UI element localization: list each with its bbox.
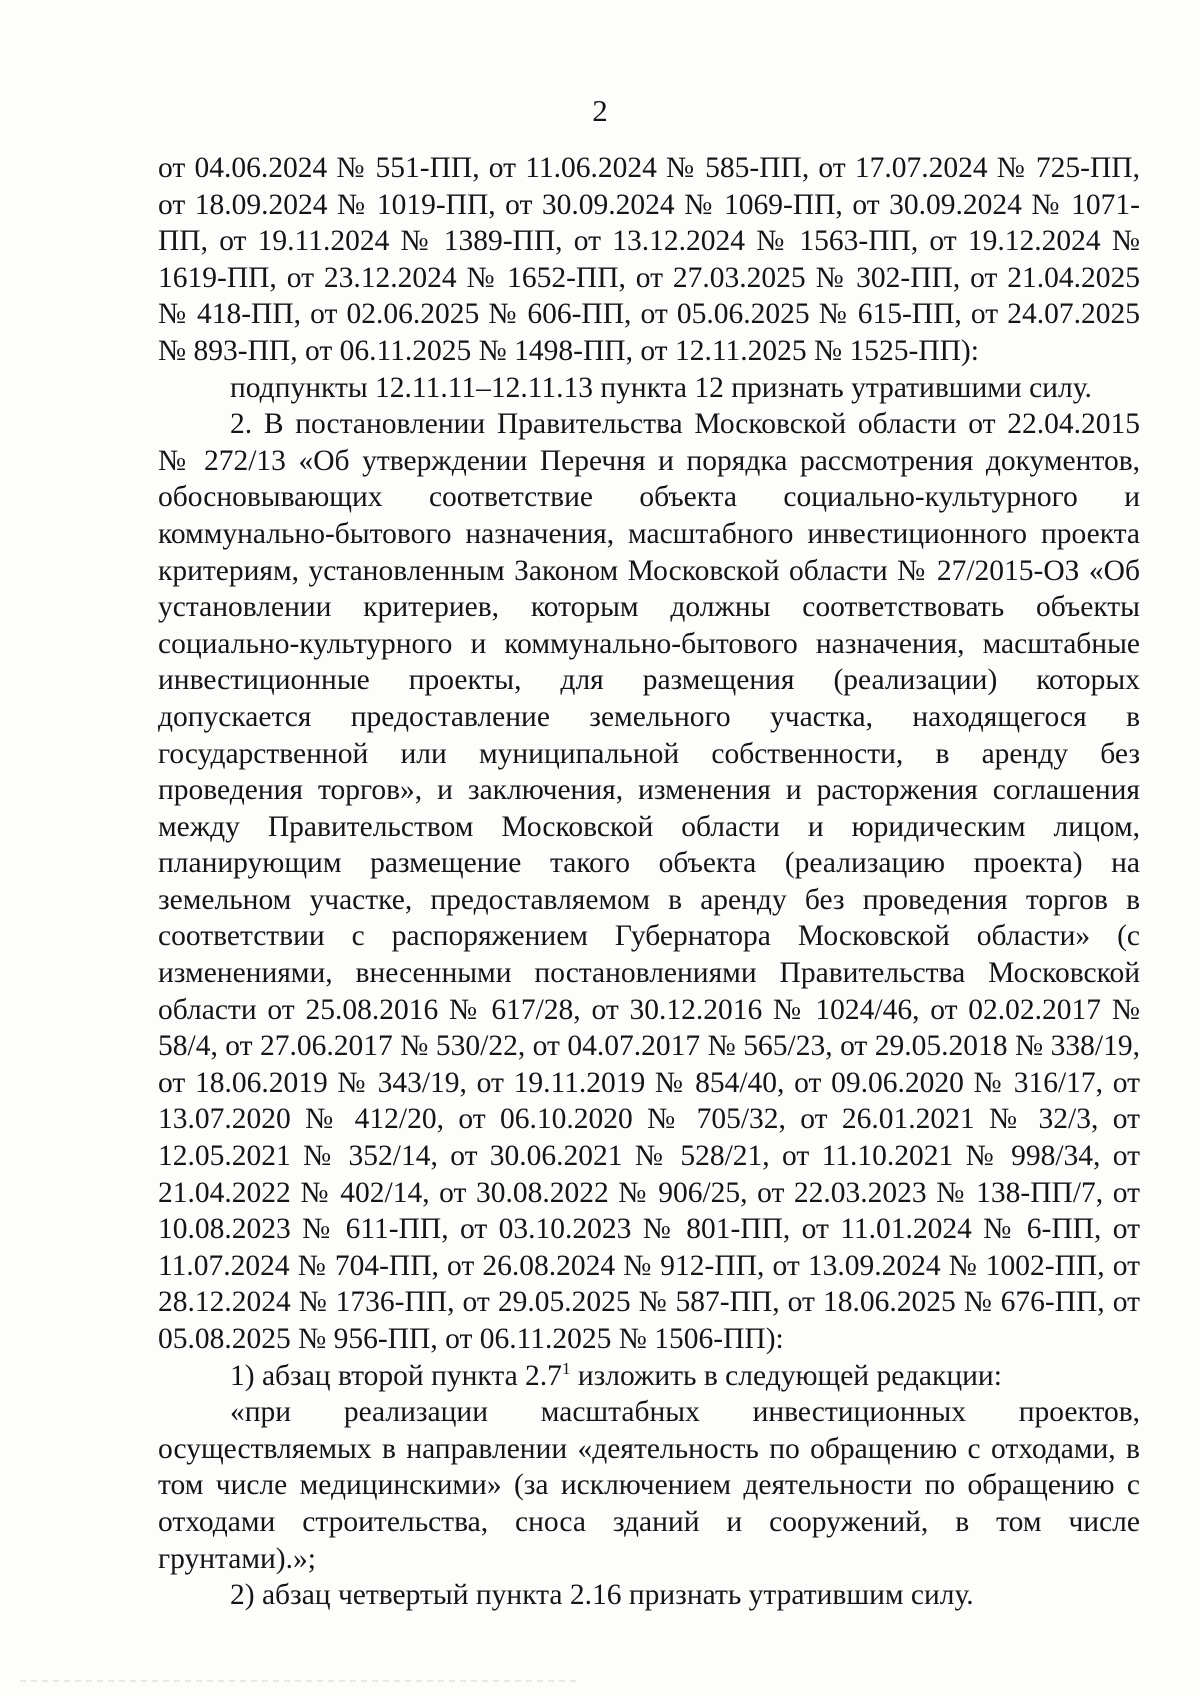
item-1-text-tail: изложить в следующей редакции:: [570, 1359, 1002, 1392]
paragraph-item-1: [158, 1358, 1140, 1395]
document-body: [158, 150, 1140, 1614]
paragraph-amendments-list: от 04.06.2024 № 551-ПП, от 11.06.2024 № 585-ПП, от 17.07.2024 № 725-ПП, от 18.09.2024 № 1019-ПП, от 30.09.2024 № 1069-ПП, от 30.09.2024 № 1071-ПП, от 19.11.2024 № 1389-ПП, от 13.12.2024 № 1563-ПП, от 19.12.2024 № 1619-ПП, от 23.12.2024 № 1652-ПП, от 27.03.2025 № 302-ПП, от 21.04.2025 № 418-ПП, от 02.06.2025 № 606-ПП, от 05.06.2025 № 615-ПП, от 24.07.2025 № 893-ПП, от 06.11.2025 № 1498-ПП, от 12.11.2025 № 1525-ПП):: [158, 152, 1140, 367]
item-1-text: 1) абзац второй пункта 2.7: [230, 1359, 562, 1392]
paragraph-section-2: 2. В постановлении Правительства Московской области от 22.04.2015 № 272/13 «Об утверждении Перечня и порядка рассмотрения документов, обосновывающих соответствие объекта социально-культурного и коммунально-бытового назначения, масштабного инвестиционного проекта критериям, установленным Законом Московской области № 27/2015-ОЗ «Об установлении критериев, которым должны соответствовать объекты социально-культурного и коммунально-бытового назначения, масштабные инвестиционные проекты, для размещения (реализации) которых допускается предоставление земельного участка, находящегося в государственной или муниципальной собственности, в аренду без проведения торгов», и заключения, изменения и расторжения соглашения между Правительством Московской области и юридическим лицом, планирующим размещение такого объекта (реализацию проекта) на земельном участке, предоставляемом в аренду без проведения торгов в соответствии с распоряжением Губернатора Московской области» (с изменениями, внесенными постановлениями Правительства Московской области от 25.08.2016 № 617/28, от 30.12.2016 № 1024/46, от 02.02.2017 № 58/4, от 27.06.2017 № 530/22, от 04.07.2017 № 565/23, от 29.05.2018 № 338/19, от 18.06.2019 № 343/19, от 19.11.2019 № 854/40, от 09.06.2020 № 316/17, от 13.07.2020 № 412/20, от 06.10.2020 № 705/32, от 26.01.2021 № 32/3, от 12.05.2021 № 352/14, от 30.06.2021 № 528/21, от 11.10.2021 № 998/34, от 21.04.2022 № 402/14, от 30.08.2022 № 906/25, от 22.03.2023 № 138-ПП/7, от 10.08.2023 № 611-ПП, от 03.10.2023 № 801-ПП, от 11.01.2024 № 6-ПП, от 11.07.2024 № 704-ПП, от 26.08.2024 № 912-ПП, от 13.09.2024 № 1002-ПП, от 28.12.2024 № 1736-ПП, от 29.05.2025 № 587-ПП, от 18.06.2025 № 676-ПП, от 05.08.2025 № 956-ПП, от 06.11.2025 № 1506-ПП):: [158, 408, 1140, 1355]
paragraph-subclauses-repealed: подпункты 12.11.11–12.11.13 пункта 12 признать утратившими силу.: [230, 371, 1092, 404]
page-number: 2: [592, 93, 608, 128]
paragraph-item-2: 2) абзац четвертый пункта 2.16 признать утратившим силу.: [230, 1579, 974, 1612]
item-1-superscript: 1: [561, 1358, 571, 1378]
paragraph-new-wording: «при реализации масштабных инвестиционных проектов, осуществляемых в направлении «деятельность по обращению с отходами, в том числе медицинскими» (за исключением деятельности по обращению с отходами строительства, сноса зданий и сооружений, в том числе грунтами).»;: [158, 1396, 1140, 1575]
scan-edge-artifact: [20, 1680, 580, 1682]
